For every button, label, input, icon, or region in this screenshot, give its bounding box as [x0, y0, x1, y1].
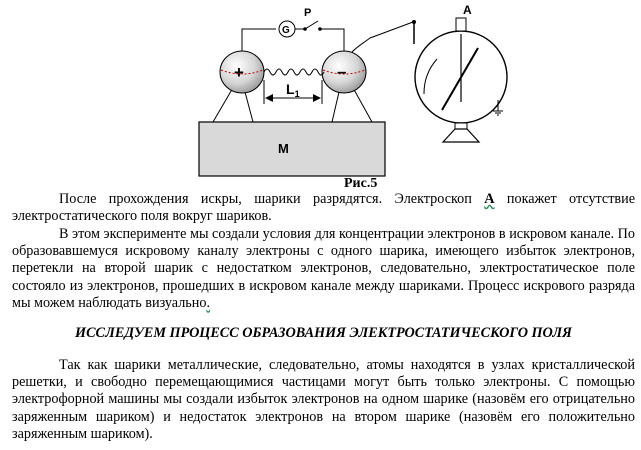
paragraph-2: В этом эксперименте мы создали условия для концентрации электронов в искровом канале. По образовавшемуся искровому каналу электроны с одного шарика, имеющего избыток электронов, перетекли на второй шарик с недостатком электронов, следовательно, электростатическое поле состояло из электронов, прошедших в искровом канале между шариками. Процесс искрового разряда мы можем наблюдать визуально.: [12, 226, 635, 311]
electroscope-neck: [455, 123, 467, 129]
switch-label: P: [304, 7, 312, 19]
electroscope-label: A: [463, 3, 472, 17]
figure-caption: Рис.5: [344, 176, 378, 191]
minus-sign: –: [337, 62, 347, 81]
right-rod-b: [352, 86, 372, 122]
electroscope-base: [443, 129, 479, 142]
plus-sign: +: [234, 63, 244, 82]
switch-blade: [305, 21, 318, 29]
electrophore-machine: [199, 122, 385, 176]
machine-label: M: [278, 141, 289, 156]
distance-label: $L_1$: [286, 81, 300, 99]
spark-discharge: [264, 69, 324, 75]
paragraph-1: После прохождения искры, шарики разрядятся. Электроскоп А покажет отсутствие электростатического поля вокруг шариков.: [12, 191, 635, 225]
right-rod-a: [332, 92, 339, 122]
left-rod-a: [213, 86, 234, 122]
section-heading: ИССЛЕДУЕМ ПРОЦЕСС ОБРАЗОВАНИЯ ЭЛЕКТРОСТАТИЧЕСКОГО ПОЛЯ: [75, 325, 572, 341]
circuit-wire-3: [320, 29, 344, 51]
circuit-wire: [242, 29, 276, 51]
generator-label: G: [282, 25, 290, 36]
left-rod-b: [245, 92, 253, 122]
experiment-diagram: [0, 0, 641, 178]
electroscope-wire: [352, 22, 413, 52]
electroscope-stem: [456, 18, 466, 31]
paragraph-3: Так как шарики металлические, следовательно, атомы находятся в узлах кристаллической решетки, и свободно перемещающимися частицами могут быть только электроны. С помощью электрофорной машины мы создали избыток электронов на одном шарике (назовём его отрицательно заряженным шариком) и недостаток электронов на втором шарике (назовём его положительно заряженным шариком).: [12, 357, 635, 442]
electroscope-ref: А: [484, 191, 495, 207]
